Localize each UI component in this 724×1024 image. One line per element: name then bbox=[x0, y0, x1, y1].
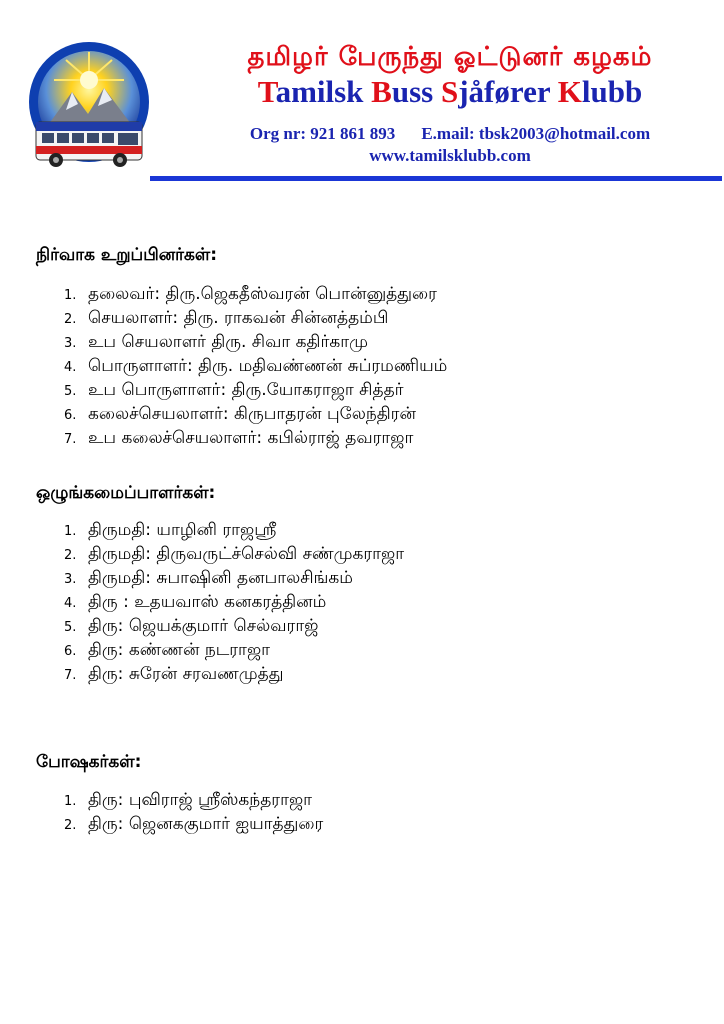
org-number: Org nr: 921 861 893 bbox=[249, 124, 396, 143]
email-link[interactable]: E.mail: tbsk2003@hotmail.com bbox=[421, 124, 651, 143]
bus-club-logo-icon bbox=[26, 36, 152, 184]
list-item: 1. திரு: புவிராஜ் ஶ்ரீஸ்கந்தராஜா bbox=[64, 790, 313, 810]
list-item: 4. திரு : உதயவாஸ் கனகரத்தினம் bbox=[64, 592, 327, 612]
list-item: 1. திருமதி: யாழினி ராஜஶ்ரீ bbox=[64, 520, 277, 540]
header-divider bbox=[150, 176, 722, 181]
list-item: 2. திரு: ஜெனககுமார் ஐயாத்துரை bbox=[64, 814, 324, 834]
website-link[interactable]: www.tamilsklubb.com bbox=[369, 146, 531, 165]
organizers-heading: ஒழுங்கமைப்பாளர்கள்: bbox=[36, 483, 216, 503]
list-item: 6. கலைச்செயலாளர்: கிருபாதரன் புலேந்திரன் bbox=[64, 404, 416, 424]
list-item: 7. திரு: சுரேன் சரவணமுத்து bbox=[64, 664, 284, 684]
list-item: 2. திருமதி: திருவருட்ச்செல்வி சண்முகராஜா bbox=[64, 544, 405, 564]
list-item: 4. பொருளாளர்: திரு. மதிவண்ணன் சுப்ரமணியம் bbox=[64, 356, 448, 376]
list-item: 6. திரு: கண்ணன் நடராஜா bbox=[64, 640, 271, 660]
list-item: 3. திருமதி: சுபாஷினி தனபாலசிங்கம் bbox=[64, 568, 353, 588]
organizers-list bbox=[64, 518, 404, 686]
list-item: 2. செயலாளர்: திரு. ராகவன் சின்னத்தம்பி bbox=[64, 308, 389, 328]
list-item: 5. உப பொருளாளர்: திரு.யோகராஜா சித்தர் bbox=[64, 380, 404, 400]
list-item: 7. உப கலைச்செயலாளர்: கபில்ராஜ் தவராஜா bbox=[64, 428, 414, 448]
executives-heading: நிர்வாக உறுப்பினர்கள்: bbox=[36, 245, 218, 265]
list-item: 5. திரு: ஜெயக்குமார் செல்வராஜ் bbox=[64, 616, 319, 636]
club-name-tamil: தமிழர் பேருந்து ஓட்டுனர் கழகம் bbox=[247, 42, 653, 72]
club-name-norwegian: Tamilsk Buss Sjåfører Klubb bbox=[257, 74, 643, 109]
executives-list bbox=[64, 282, 447, 450]
patrons-heading: போஷகர்கள்: bbox=[36, 752, 142, 772]
patrons-list bbox=[64, 788, 323, 836]
list-item: 3. உப செயலாளர் திரு. சிவா கதிர்காமு bbox=[64, 332, 368, 352]
list-item: 1. தலைவர்: திரு.ஜெகதீஸ்வரன் பொன்னுத்துரை bbox=[64, 284, 437, 304]
contact-info bbox=[190, 124, 710, 144]
